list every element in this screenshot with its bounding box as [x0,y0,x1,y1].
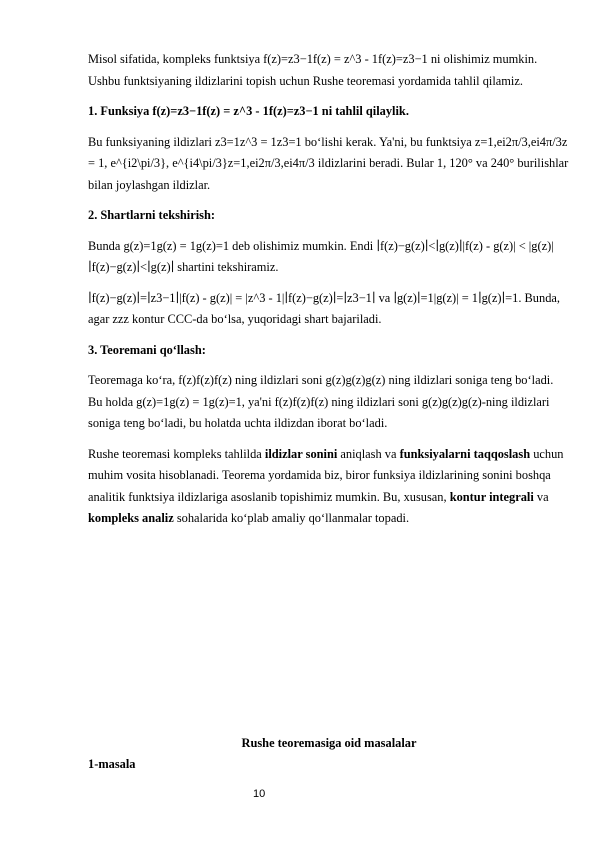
page-number: 10 [253,788,266,800]
section-2-paragraph-1: Bunda g(z)=1g(z) = 1g(z)=1 deb olishimiz mumkin. Endi ∣f(z)−g(z)∣<∣g(z)∣|f(z) - g(z)| < |g(z)|∣f(z)−g(z)∣<∣g(z)∣ shartini tekshiramiz. [88,238,554,274]
conclusion-text-3: uchun muhim vosita hisoblanadi. Teorema yordamida biz, biror funksiya ildizlarining sonini boshqa analitik funktsiya ildizlariga asoslanib topishimiz mumkin. Bu, xususan, [88,446,564,504]
conclusion-bold-2: funksiyalarni taqqoslash [399,446,531,461]
section-1-paragraph: Bu funksiyaning ildizlari z3=1z^3 = 1z3=1 bo‘lishi kerak. Ya'ni, bu funktsiya z=1,ei2π/3,ei4π/3z = 1, e^{i2\pi/3}, e^{i4\pi/3}z=1,ei2π/3,ei4π/3 ildizlarini beradi. Bular 1, 120° va 240° burilishlar bilan joylashgan ildizlar. [88,134,569,192]
conclusion-text-5: sohalarida ko‘plab amaliy qo‘llanmalar topadi. [173,511,410,525]
section-2-paragraph-2: ∣f(z)−g(z)∣=∣z3−1∣|f(z) - g(z)| = |z^3 - 1|∣f(z)−g(z)∣=∣z3−1∣ va ∣g(z)∣=1|g(z)| = 1∣g(z)∣=1. Bunda, agar zzz kontur CCC-da bo‘lsa, yuqoridagi shart bajariladi. [88,290,560,326]
conclusion-text-2: aniqlash va [337,446,400,461]
document-body [88,49,570,539]
intro-paragraph: Misol sifatida, kompleks funktsiya f(z)=z3−1f(z) = z^3 - 1f(z)=z3−1 ni olishimiz mumkin. Ushbu funktsiyaning ildizlarini topish uchun Rushe teoremasi yordamida tahlil qilamiz. [88,52,538,88]
conclusion-text-1: Rushe teoremasi kompleks tahlilda [88,446,265,461]
problem-1-label: 1-masala [88,757,136,771]
conclusion-bold-4: kompleks analiz [88,511,174,525]
section-2-heading: 2. Shartlarni tekshirish: [88,208,216,222]
section-1-heading: 1. Funksiya f(z)=z3−1f(z) = z^3 - 1f(z)=z3−1 ni tahlil qilaylik. [88,104,409,118]
conclusion-paragraph [88,444,570,530]
conclusion-bold-3: kontur integrali [449,489,534,504]
section-3-heading: 3. Teoremani qo‘llash: [88,342,206,357]
conclusion-text-4: va [533,489,549,504]
problems-section-title: Rushe teoremasiga oid masalalar [241,736,417,750]
section-3-paragraph: Teoremaga ko‘ra, f(z)f(z)f(z) ning ildizlari soni g(z)g(z)g(z) ning ildizlari soniga teng bo‘ladi. Bu holda g(z)=1g(z) = 1g(z)=1, ya'ni f(z)f(z)f(z) ning ildizlari soni g(z)g(z)g(z)-ning ildizlari soniga teng bo‘ladi, bu holatda uchta ildizdan iborat bo‘ladi. [88,373,554,430]
conclusion-bold-1: ildizlar sonini [264,446,338,461]
